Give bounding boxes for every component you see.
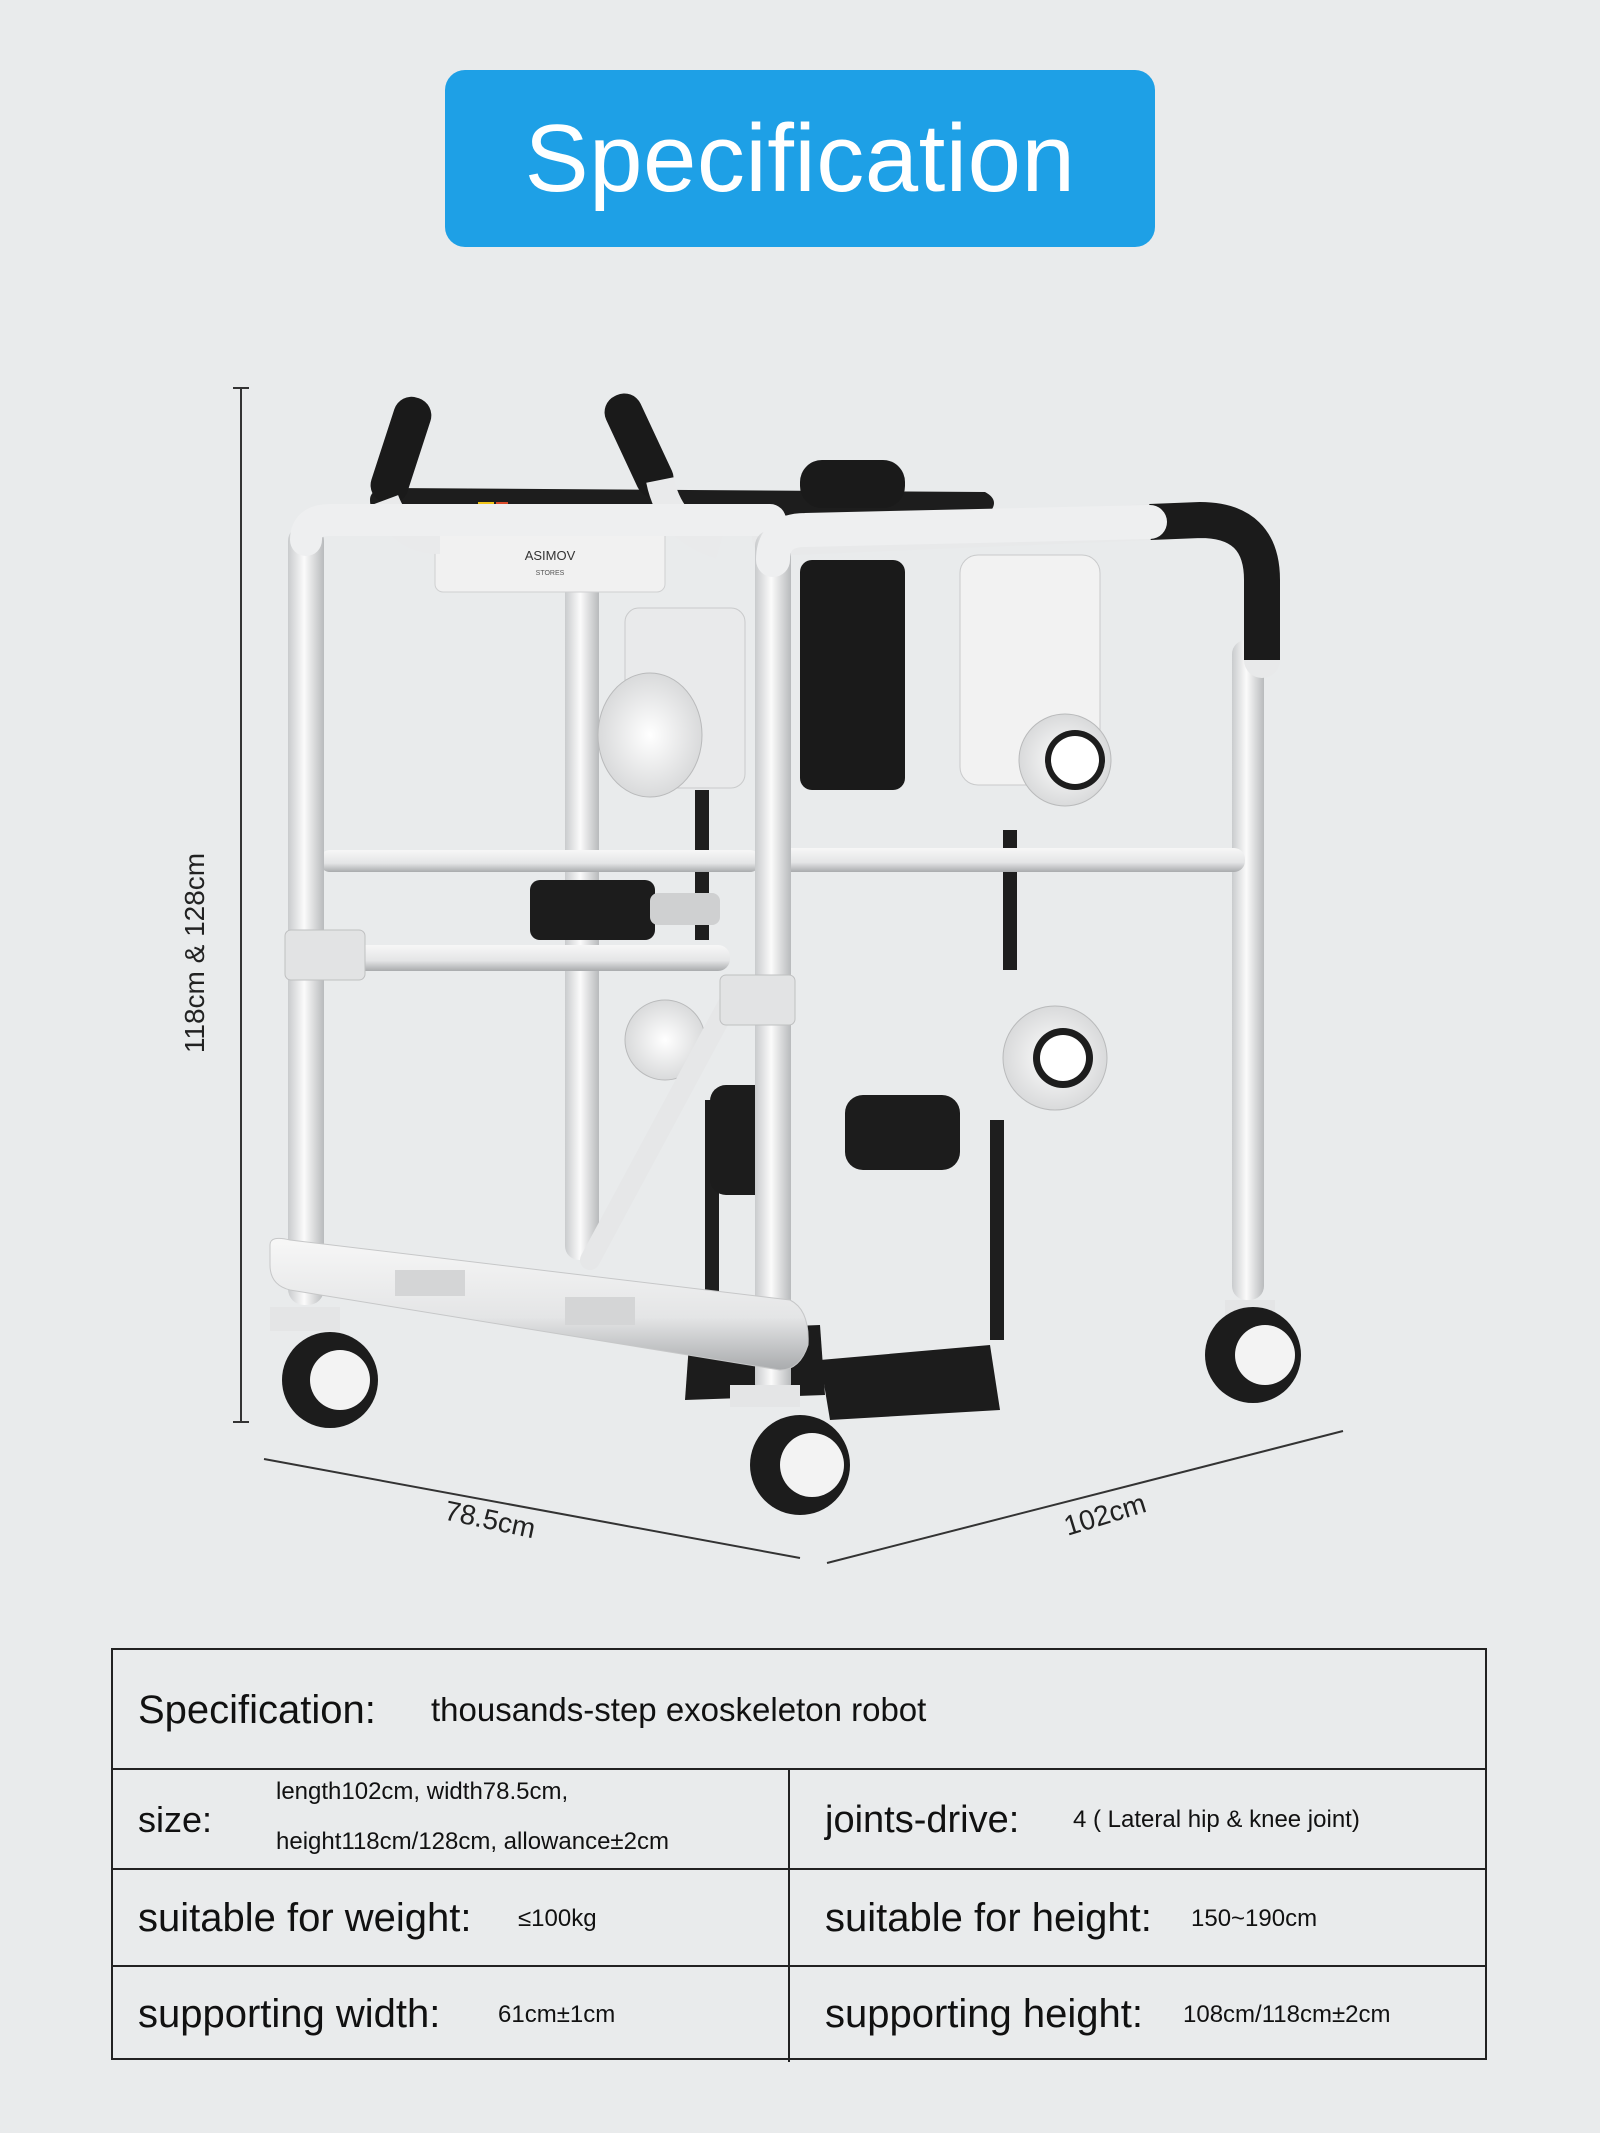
height-label: suitable for height: — [825, 1896, 1152, 1940]
rear-upright-right — [1232, 640, 1264, 1300]
spec-row-support — [113, 1967, 1485, 2062]
spec-label: Specification: — [138, 1687, 376, 1732]
spec-row-size — [113, 1770, 1485, 1870]
joints-label: joints-drive: — [825, 1798, 1020, 1841]
brand-logo: ASIMOV — [524, 548, 576, 563]
size-label: size: — [138, 1799, 213, 1840]
size-line-2: height118cm/128cm, allowance±2cm — [276, 1828, 669, 1855]
supporting-height-value: 108cm/118cm±2cm — [1183, 2000, 1391, 2028]
svg-text:STORES: STORES — [535, 570, 565, 577]
spec-value: thousands-step exoskeleton robot — [431, 1691, 927, 1728]
dimension-height-label: 118cm & 128cm — [179, 852, 210, 1054]
supporting-height-label: supporting height: — [825, 1992, 1144, 2036]
joints-value: 4 ( Lateral hip & knee joint) — [1073, 1806, 1360, 1833]
supporting-width-label: supporting width: — [138, 1992, 441, 2036]
spec-row-weight-height — [113, 1870, 1485, 1967]
weight-value: ≤100kg — [518, 1904, 597, 1932]
page-title: Specification — [524, 104, 1076, 212]
dimension-width-label: 78.5cm — [441, 1494, 539, 1545]
supporting-width-value: 61cm±1cm — [498, 2000, 616, 2028]
dimension-length-label: 102cm — [1060, 1487, 1150, 1542]
height-value: 150~190cm — [1191, 1904, 1318, 1932]
spec-table — [111, 1648, 1487, 2060]
spec-row-title — [113, 1650, 1485, 1770]
size-line-1: length102cm, width78.5cm, — [276, 1778, 569, 1805]
weight-label: suitable for weight: — [138, 1896, 472, 1940]
